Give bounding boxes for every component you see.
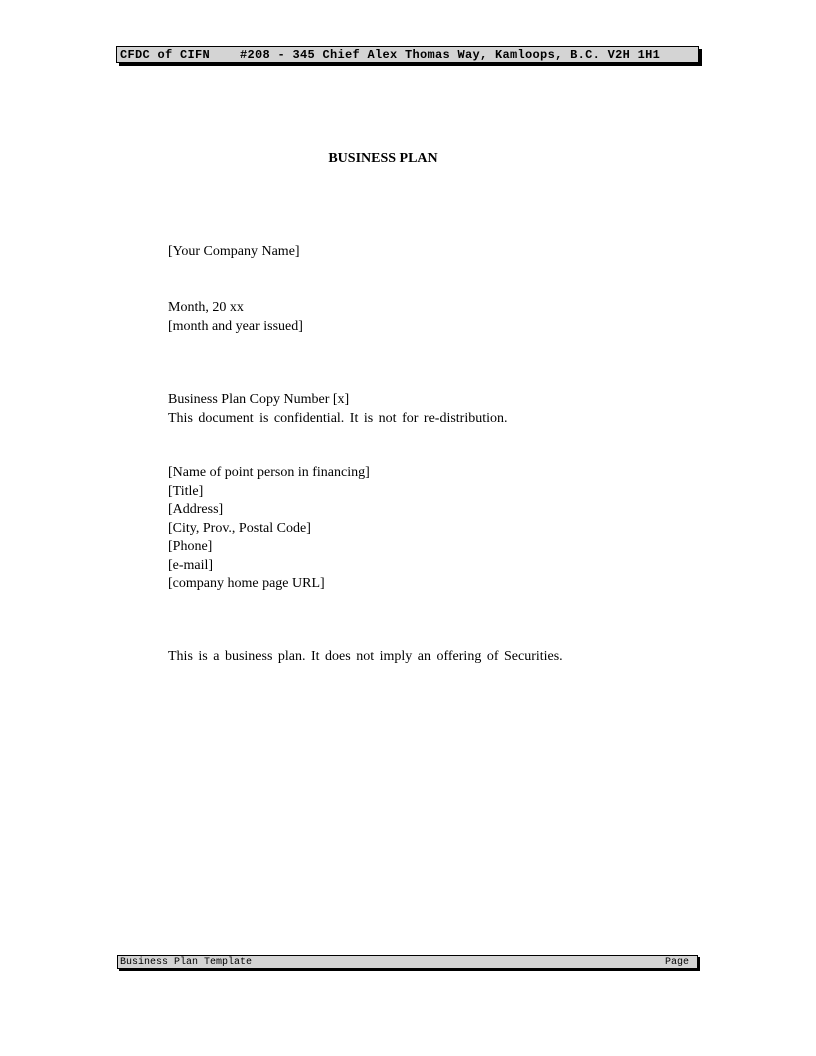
contact-name: [Name of point person in financing]: [168, 465, 370, 480]
footer-template-name: Business Plan Template: [120, 956, 253, 968]
disclaimer-block: [168, 648, 563, 667]
disclaimer-text: This is a business plan. It does not imply an offering of Securities.: [168, 649, 563, 664]
header-address: #208 - 345 Chief Alex Thomas Way, Kamloops, B.C. V2H 1H1: [240, 47, 661, 62]
header-organization: CFDC of CIFN: [120, 47, 211, 62]
footer-page-label: Page: [664, 956, 689, 968]
copy-number: Business Plan Copy Number [x]: [168, 392, 350, 407]
contact-email: [e-mail]: [168, 557, 214, 573]
contact-block: [168, 464, 370, 594]
confidential-notice: This document is confidential. It is not for re-distribution.: [168, 410, 508, 426]
company-name: [Your Company Name]: [168, 244, 300, 259]
company-block: [168, 243, 300, 262]
page-footer: [117, 955, 698, 969]
issue-month-year: Month, 20 xx: [168, 300, 244, 315]
issue-date-note: [month and year issued]: [168, 318, 303, 334]
contact-address: [Address]: [168, 502, 224, 517]
copy-block: [168, 391, 508, 428]
document-title: BUSINESS PLAN: [328, 151, 438, 166]
contact-phone: [Phone]: [168, 539, 213, 554]
contact-title: [Title]: [168, 483, 204, 499]
page-header: [116, 46, 699, 63]
contact-city: [City, Prov., Postal Code]: [168, 520, 311, 536]
contact-url: [company home page URL]: [168, 576, 325, 591]
date-block: [168, 299, 303, 336]
